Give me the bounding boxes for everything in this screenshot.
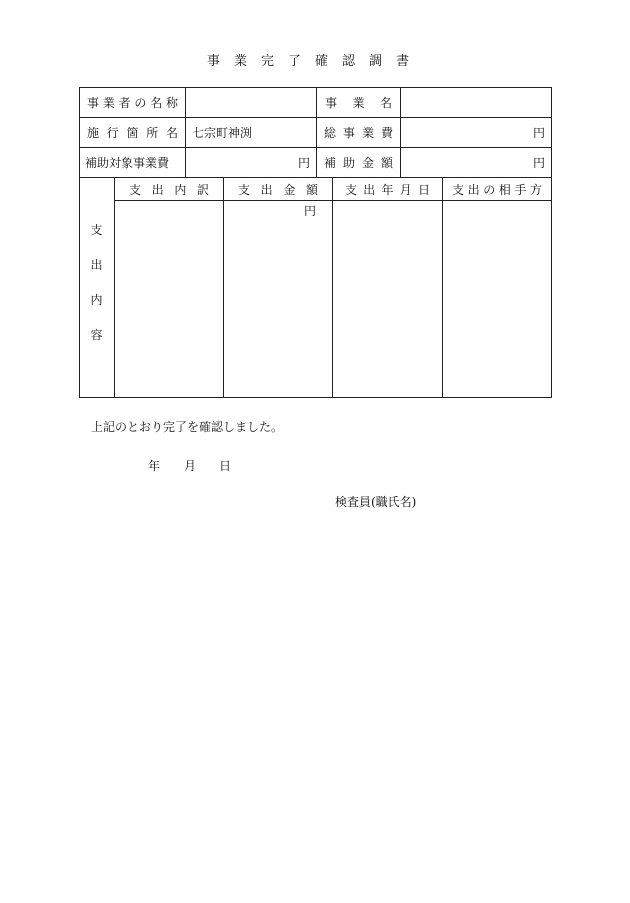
business-operator-name-field[interactable]: [186, 88, 316, 117]
header-expenditure-payee: 支 出 の 相 手 方: [452, 182, 542, 197]
date-day-label: 日: [219, 459, 232, 473]
document-title: 事業完了確認調書: [206, 54, 423, 69]
label-subsidy-amount: 補 助 金 額: [324, 156, 393, 170]
label-business-name: 事 業 名: [325, 96, 392, 110]
expenditure-date-field[interactable]: [333, 201, 442, 397]
date-year-label: 年: [148, 459, 161, 473]
header-expenditure-date: 支 出 年 月 日: [345, 182, 430, 197]
expenditure-amount-field[interactable]: [224, 201, 332, 397]
total-cost-field[interactable]: 円: [532, 126, 545, 140]
expenditure-payee-field[interactable]: [443, 201, 551, 397]
date-month-label: 月: [184, 459, 197, 473]
business-name-field[interactable]: [401, 88, 551, 117]
location-field[interactable]: 七宗町神渕: [192, 126, 253, 140]
confirmation-statement: 上記のとおり完了を確認しました。: [91, 420, 284, 434]
label-business-operator-name: 事 業 者 の 名 称: [87, 96, 178, 110]
subsidy-target-cost-field[interactable]: 円: [297, 156, 310, 170]
header-expenditure-amount: 支 出 金 額: [238, 182, 318, 197]
inspector-label: 検査員(職氏名): [335, 495, 417, 509]
label-subsidy-target-cost: 補助対象事業費: [85, 156, 170, 170]
expenditure-content-label: 支 出 内 容: [90, 223, 103, 342]
expenditure-breakdown-field[interactable]: [115, 201, 223, 397]
header-expenditure-breakdown: 支 出 内 訳: [129, 182, 209, 197]
amount-unit: 円: [303, 204, 316, 218]
subsidy-amount-field[interactable]: 円: [532, 156, 545, 170]
label-total-cost: 総 事 業 費: [324, 126, 393, 140]
label-location-name: 施 行 箇 所 名: [87, 126, 178, 140]
